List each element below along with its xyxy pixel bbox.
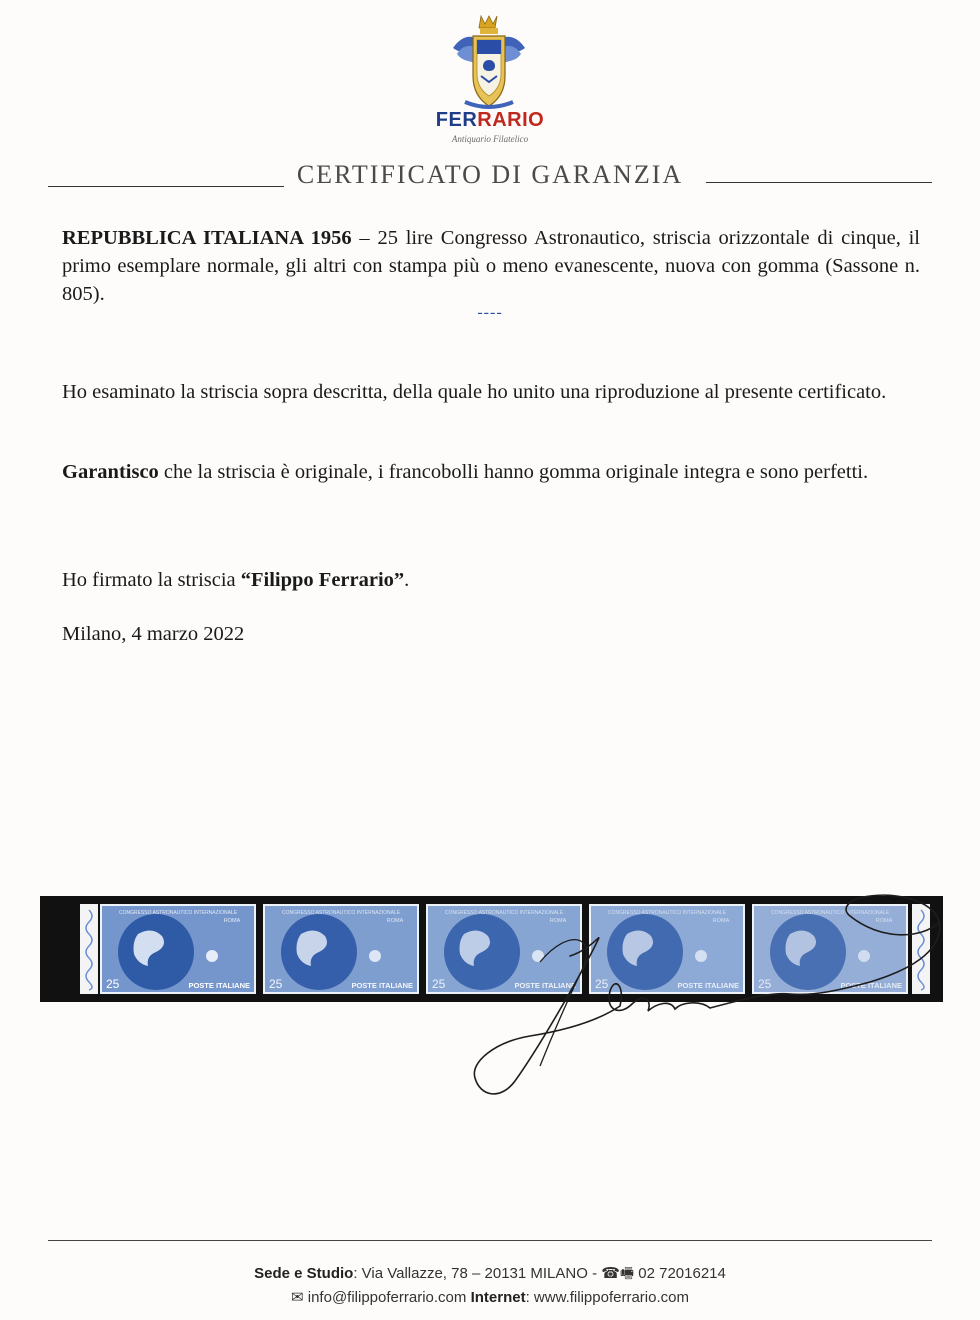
stamp-top-text: CONGRESSO ASTRONAUTICO INTERNAZIONALE: [118, 910, 238, 916]
footer-internet-label: Internet: [470, 1289, 526, 1306]
stamp-country: POSTE ITALIANE: [351, 981, 413, 990]
stamp-city: ROMA: [386, 918, 404, 924]
stamp: [100, 904, 256, 994]
footer-rule: [48, 1240, 932, 1241]
stamp-denomination: 25: [269, 977, 283, 991]
stamp-top-text: CONGRESSO ASTRONAUTICO INTERNAZIONALE: [607, 910, 727, 916]
stamp-denomination: 25: [595, 977, 609, 991]
description-text: – 25 lire Congresso Astronautico, striscia orizzontale di cinque, il primo esemplare normale, gli altri con stampa più o meno evanescente, nuova con gomma (Sassone n. 805).: [62, 227, 920, 305]
stamp-denomination: 25: [432, 977, 446, 991]
title-rule-right: [706, 182, 932, 183]
crest-logo-icon: [451, 14, 527, 112]
handwritten-signature-icon: [420, 866, 980, 1116]
signature-text: Ho firmato la striscia: [62, 569, 241, 591]
stamp-city: ROMA: [223, 918, 241, 924]
paragraph-examination: Ho esaminato la striscia sopra descritta, della quale ho unito una riproduzione al presente certificato.: [62, 381, 887, 403]
stamp-top-text: CONGRESSO ASTRONAUTICO INTERNAZIONALE: [770, 910, 890, 916]
stamp-city: ROMA: [712, 918, 730, 924]
stamp-country: POSTE ITALIANE: [840, 981, 902, 990]
brand-name: FERRARIO: [435, 109, 545, 131]
footer-website[interactable]: www.filippoferrario.com: [529, 1289, 689, 1306]
signature-end: .: [404, 569, 410, 591]
footer-address-line: [0, 1263, 980, 1288]
page-title: CERTIFICATO DI GARANZIA: [296, 160, 684, 189]
footer-office-label: Sede e Studio: [254, 1265, 354, 1282]
paragraph-guarantee: [62, 458, 920, 486]
signature-name: “Filippo Ferrario”: [240, 569, 405, 591]
description-lead: REPUBBLICA ITALIANA 1956: [62, 227, 352, 249]
guarantee-lead: Garantisco: [62, 461, 159, 483]
stamp-country: POSTE ITALIANE: [677, 981, 739, 990]
stamp-description: [62, 224, 920, 308]
separator: ----: [477, 304, 503, 321]
stamp-top-text: CONGRESSO ASTRONAUTICO INTERNAZIONALE: [444, 910, 564, 916]
stamp-top-text: CONGRESSO ASTRONAUTICO INTERNAZIONALE: [281, 910, 401, 916]
footer-address: Via Vallazze, 78 – 20131 MILANO -: [357, 1265, 602, 1282]
brand-tagline: Antiquario Filatelico: [451, 134, 529, 144]
email-icon: ✉: [291, 1289, 304, 1306]
guarantee-text: che la striscia è originale, i francobolli hanno gomma originale integra e sono perfetti.: [158, 461, 869, 483]
stamp-country: POSTE ITALIANE: [514, 981, 576, 990]
footer-contact-line: [0, 1288, 980, 1306]
footer-internet-colon: :: [525, 1289, 530, 1306]
footer-email[interactable]: info@filippoferrario.com: [303, 1289, 471, 1306]
paragraph-signature: [62, 566, 920, 594]
phone-fax-icon: ☎🖷: [601, 1265, 635, 1282]
stamp-country: POSTE ITALIANE: [188, 981, 250, 990]
stamp-city: ROMA: [875, 918, 893, 924]
stamp-denomination: 25: [106, 977, 120, 991]
selvage-left: [80, 904, 98, 994]
stamp-denomination: 25: [758, 977, 772, 991]
footer-phone: 02 72016214: [634, 1265, 726, 1282]
stamp: [263, 904, 419, 994]
date-line: Milano, 4 marzo 2022: [62, 623, 245, 645]
stamp-city: ROMA: [549, 918, 567, 924]
footer-office-colon: :: [353, 1265, 358, 1282]
